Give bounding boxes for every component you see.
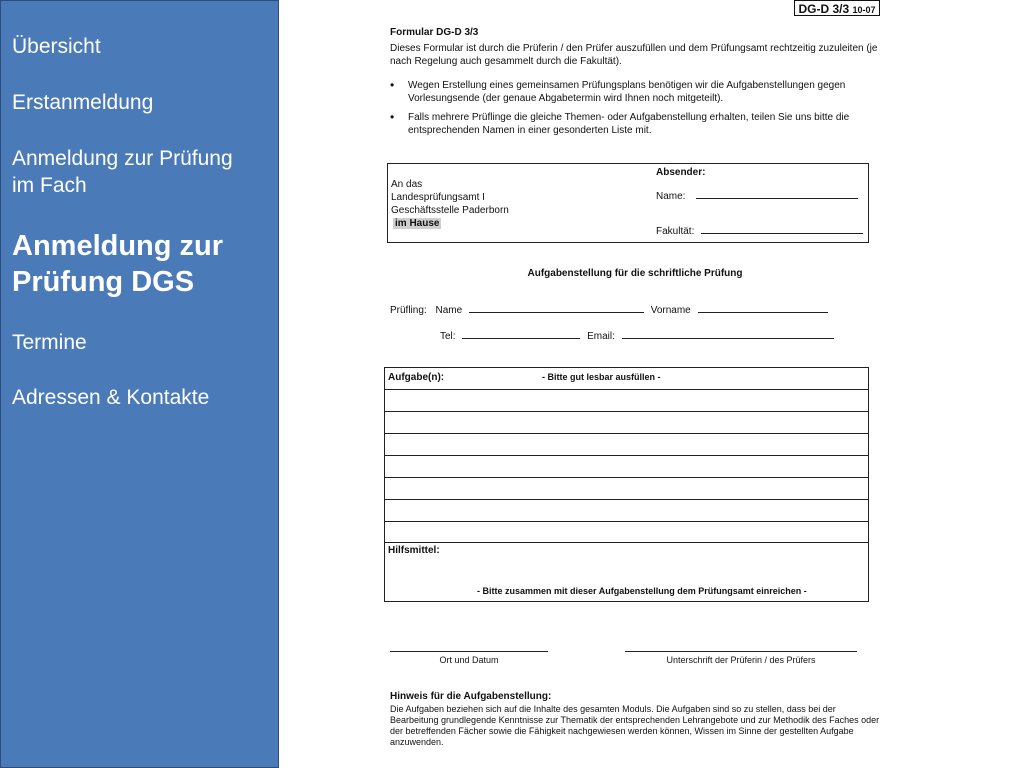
place-date-line[interactable] (390, 651, 548, 652)
form-code-suffix: 10-07 (852, 5, 876, 15)
nav-item-erstanmeldung[interactable]: Erstanmeldung (12, 91, 154, 114)
address-highlight: im Hause (395, 218, 440, 229)
task-row[interactable] (385, 478, 868, 500)
task-row[interactable] (385, 500, 868, 522)
sender-name-field[interactable] (696, 189, 858, 199)
address-box (387, 163, 869, 243)
nav-item-adressen-kontakte[interactable]: Adressen & Kontakte (12, 386, 210, 409)
form-title: Formular DG-D 3/3 (390, 27, 479, 38)
place-date-label: Ort und Datum (439, 655, 499, 665)
form-code-box (794, 0, 880, 16)
notice-title: Hinweis für die Aufgabenstellung: (390, 691, 552, 702)
tasks-header-row (385, 368, 868, 390)
tasks-header-label: Aufgabe(n): (388, 372, 445, 383)
candidate-email-label: Email: (587, 331, 615, 342)
candidate-name-label: Name (435, 305, 463, 316)
task-row[interactable] (385, 456, 868, 478)
form-code: DG-D 3/3 (798, 2, 850, 16)
sender-name-label: Name: (656, 191, 686, 202)
candidate-tel-label: Tel: (440, 331, 456, 342)
aids-label: Hilfsmittel: (388, 545, 440, 556)
tasks-table (384, 367, 869, 602)
candidate-firstname-field[interactable] (698, 303, 828, 313)
form-intro: Dieses Formular ist durch die Prüferin / den Prüfer auszufüllen und dem Prüfungsamt rechtzeitig zuzuleiten (je nach Regelung auch gesammelt durch die Fakultät). (390, 43, 878, 67)
address-line: Landesprüfungsamt I (391, 192, 485, 203)
task-row[interactable] (385, 434, 868, 456)
address-line: Geschäftsstelle Paderborn (391, 205, 509, 216)
signature-line[interactable] (625, 651, 857, 652)
candidate-tel-field[interactable] (462, 329, 580, 339)
signature-label: Unterschrift der Prüferin / des Prüfers (666, 655, 816, 665)
nav-item-uebersicht[interactable]: Übersicht (12, 35, 101, 58)
form-bullet-list (390, 79, 880, 143)
candidate-name-field[interactable] (469, 303, 644, 313)
task-row[interactable] (385, 412, 868, 434)
task-row[interactable] (385, 522, 868, 543)
address-line: An das (391, 179, 423, 190)
sidebar-nav (0, 0, 279, 768)
candidate-firstname-label: Vorname (650, 305, 691, 316)
nav-item-anmeldung-dgs[interactable]: Anmeldung zur Prüfung DGS (12, 230, 224, 298)
form-document (380, 0, 890, 768)
task-row[interactable] (385, 390, 868, 412)
bullet-item: • Falls mehrere Prüflinge die gleiche Themen- oder Aufgabenstellung erhalten, teilen Sie uns bitte die entsprechenden Namen in einer gesonderten Liste mit. (390, 111, 880, 137)
bullet-item: • Wegen Erstellung eines gemeinsamen Prüfungsplans benötigen wir die Aufgabenstellungen gegen Vorlesungsende (der genaue Abgabetermin wird Ihnen noch mitgeteilt). (390, 79, 880, 105)
sender-title: Absender: (656, 167, 706, 178)
sender-faculty-field[interactable] (701, 224, 863, 234)
sender-faculty-label: Fakultät: (656, 226, 695, 237)
candidate-label: Prüfling: (390, 305, 427, 316)
nav-item-termine[interactable]: Termine (12, 331, 87, 354)
notice-text: Die Aufgaben beziehen sich auf die Inhalte des gesamten Moduls. Die Aufgaben sind so zu stellen, dass bei der Bearbeitung grundlegende Kenntnisse zur Thematik der entsprechenden Lehrangebote und zur Methodik des Faches oder der betreffenden Fächer sowie die Fähigkeit nachgewiesen werden können, Wissen im Sinne der gestellten Aufgabe anzuwenden. (390, 704, 880, 747)
nav-item-anmeldung-fach[interactable]: Anmeldung zur Prüfung im Fach (12, 147, 233, 197)
tasks-header-hint: - Bitte gut lesbar ausfüllen - (542, 372, 661, 382)
section-title: Aufgabenstellung für die schriftliche Prüfung (527, 268, 743, 279)
tasks-footer-hint: - Bitte zusammen mit dieser Aufgabenstellung dem Prüfungsamt einreichen - (477, 586, 807, 596)
candidate-email-field[interactable] (622, 329, 834, 339)
